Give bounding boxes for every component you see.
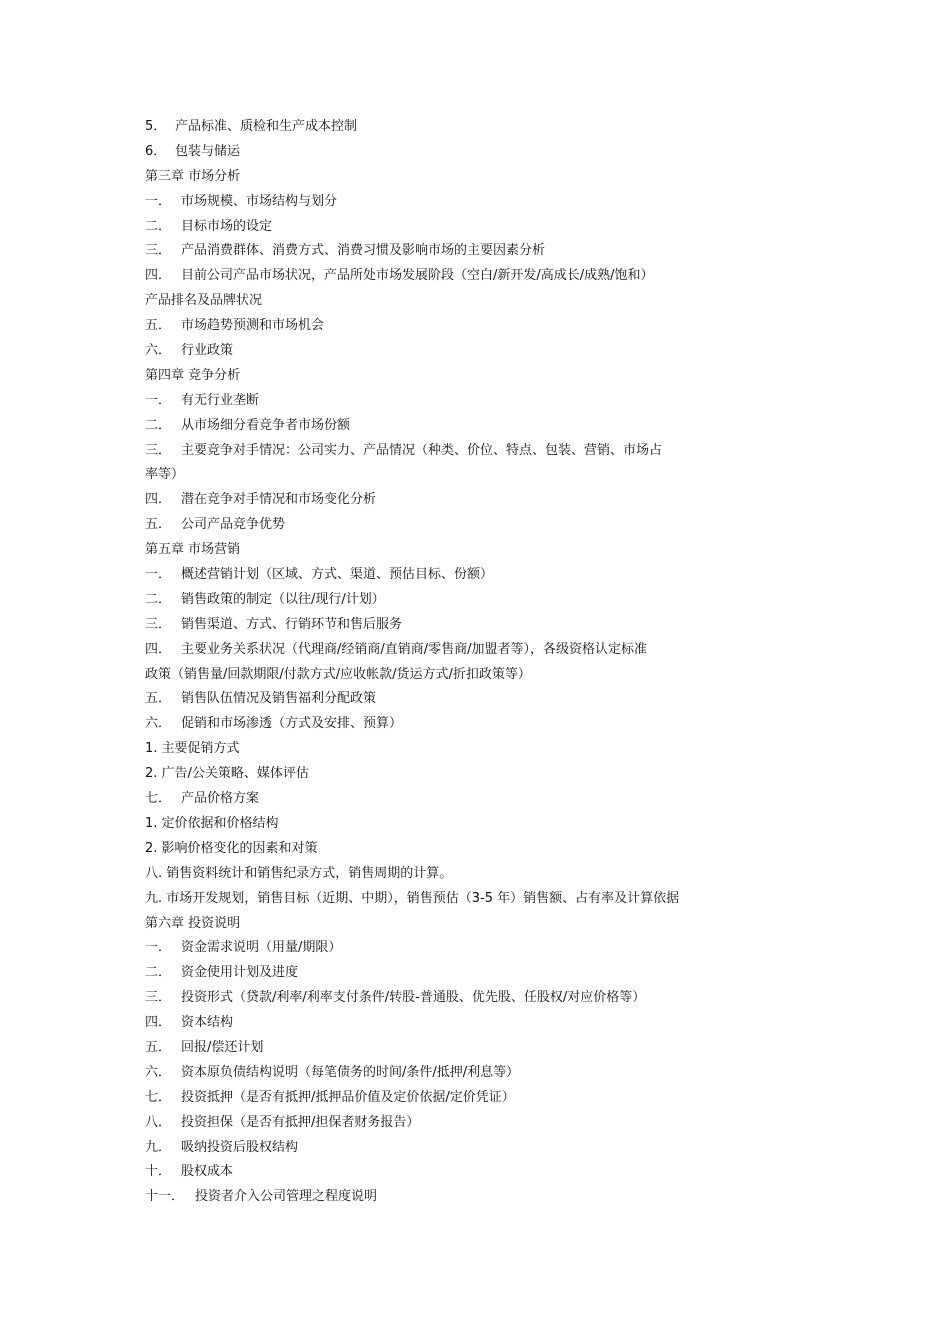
line-number: 三． <box>145 990 172 1006</box>
line-text: 从市场细分看竞争者市场份额 <box>181 417 351 433</box>
document-line <box>145 789 679 814</box>
document-line <box>145 1038 679 1063</box>
line-text: 资金需求说明（用量/期限） <box>181 940 342 956</box>
line-text: 包装与储运 <box>175 143 241 159</box>
line-number: 五． <box>145 1039 172 1055</box>
line-number: 六． <box>145 716 172 732</box>
line-number: 一． <box>145 567 172 583</box>
line-text: 资金使用计划及进度 <box>181 965 299 981</box>
document-line <box>145 391 679 416</box>
line-text: 市场规模、市场结构与划分 <box>181 193 338 209</box>
line-text: 八. 销售资料统计和销售纪录方式，销售周期的计算。 <box>145 865 453 881</box>
line-text: 九. 市场开发规划，销售目标（近期、中期），销售预估（3-5 年）销售额、占有率及计算依据 <box>145 890 680 906</box>
document-line <box>145 689 679 714</box>
line-text: 第三章 市场分析 <box>145 168 241 184</box>
line-text: 市场趋势预测和市场机会 <box>181 318 325 334</box>
document-line <box>145 665 679 690</box>
document-line <box>145 341 679 366</box>
line-text: 投资担保（是否有抵押/担保者财务报告） <box>181 1114 420 1130</box>
line-text: 投资抵押（是否有抵押/抵押品价值及定价依据/定价凭证） <box>181 1089 515 1105</box>
line-text: 主要业务关系状况（代理商/经销商/直销商/零售商/加盟者等），各级资格认定标准 <box>181 641 648 657</box>
line-text: 2. 广告/公关策略、媒体评估 <box>145 766 309 782</box>
line-number: 一． <box>145 392 172 408</box>
document-line <box>145 217 679 242</box>
line-number: 十一． <box>145 1189 185 1205</box>
document-line <box>145 1162 679 1187</box>
document-line <box>145 1063 679 1088</box>
line-text: 目前公司产品市场状况，产品所处市场发展阶段（空白/新开发/高成长/成熟/饱和） <box>181 268 654 284</box>
line-number: 七． <box>145 791 172 807</box>
document-body <box>145 117 679 1212</box>
line-text: 产品排名及品牌状况 <box>145 293 263 309</box>
line-text: 资本原负债结构说明（每笔债务的时间/条件/抵押/利息等） <box>181 1064 520 1080</box>
document-line <box>145 465 679 490</box>
line-text: 政策（销售量/回款期限/付款方式/应收帐款/货运方式/折扣政策等） <box>145 666 531 682</box>
line-number: 三． <box>145 442 172 458</box>
line-text: 公司产品竞争优势 <box>181 517 286 533</box>
document-line <box>145 864 679 889</box>
line-text: 投资者介入公司管理之程度说明 <box>195 1189 378 1205</box>
line-number: 二． <box>145 218 172 234</box>
line-number: 五． <box>145 691 172 707</box>
document-line <box>145 540 679 565</box>
document-line <box>145 1138 679 1163</box>
line-text: 行业政策 <box>181 343 234 359</box>
document-line <box>145 266 679 291</box>
line-number: 二． <box>145 417 172 433</box>
line-text: 股权成本 <box>181 1164 234 1180</box>
document-line <box>145 142 679 167</box>
document-line <box>145 714 679 739</box>
line-text: 第四章 竞争分析 <box>145 367 241 383</box>
line-text: 主要竞争对手情况：公司实力、产品情况（种类、价位、特点、包装、营销、市场占 <box>181 442 663 458</box>
line-number: 四． <box>145 268 172 284</box>
line-number: 五． <box>145 318 172 334</box>
line-text: 销售政策的制定（以往/现行/计划） <box>181 591 385 607</box>
line-text: 产品消费群体、消费方式、消费习惯及影响市场的主要因素分析 <box>181 243 546 259</box>
line-number: 6． <box>145 143 167 159</box>
document-line <box>145 565 679 590</box>
document-line <box>145 590 679 615</box>
line-text: 第五章 市场营销 <box>145 542 241 558</box>
line-text: 1. 主要促销方式 <box>145 741 240 757</box>
document-line <box>145 814 679 839</box>
line-text: 回报/偿还计划 <box>181 1039 264 1055</box>
line-text: 销售渠道、方式、行销环节和售后服务 <box>181 616 403 632</box>
document-line <box>145 441 679 466</box>
document-line <box>145 839 679 864</box>
line-number: 三． <box>145 616 172 632</box>
document-line <box>145 167 679 192</box>
line-text: 有无行业垄断 <box>181 392 260 408</box>
line-number: 二． <box>145 965 172 981</box>
document-line <box>145 366 679 391</box>
document-line <box>145 1088 679 1113</box>
line-number: 六． <box>145 1064 172 1080</box>
line-number: 九． <box>145 1139 172 1155</box>
line-number: 二． <box>145 591 172 607</box>
document-line <box>145 640 679 665</box>
document-line <box>145 739 679 764</box>
document-line <box>145 1187 679 1212</box>
document-line <box>145 988 679 1013</box>
document-line <box>145 889 679 914</box>
document-line <box>145 291 679 316</box>
line-number: 四． <box>145 641 172 657</box>
line-number: 三． <box>145 243 172 259</box>
document-line <box>145 316 679 341</box>
line-text: 销售队伍情况及销售福利分配政策 <box>181 691 377 707</box>
line-text: 率等） <box>145 467 185 483</box>
line-number: 四． <box>145 1015 172 1031</box>
line-number: 五． <box>145 517 172 533</box>
document-line <box>145 515 679 540</box>
line-text: 第六章 投资说明 <box>145 915 241 931</box>
line-text: 投资形式（贷款/利率/利率支付条件/转股-普通股、优先股、任股权/对应价格等） <box>181 990 646 1006</box>
document-line <box>145 490 679 515</box>
document-line <box>145 615 679 640</box>
document-line <box>145 1013 679 1038</box>
line-text: 吸纳投资后股权结构 <box>181 1139 299 1155</box>
document-line <box>145 963 679 988</box>
line-number: 十． <box>145 1164 172 1180</box>
line-text: 1. 定价依据和价格结构 <box>145 815 279 831</box>
line-text: 资本结构 <box>181 1015 234 1031</box>
document-line <box>145 241 679 266</box>
document-line <box>145 1113 679 1138</box>
document-line <box>145 764 679 789</box>
line-number: 六． <box>145 343 172 359</box>
line-number: 5． <box>145 119 167 134</box>
document-line <box>145 938 679 963</box>
line-text: 概述营销计划（区域、方式、渠道、预估目标、份额） <box>181 567 494 583</box>
line-text: 促销和市场渗透（方式及安排、预算） <box>181 716 403 732</box>
line-text: 2. 影响价格变化的因素和对策 <box>145 840 318 856</box>
line-text: 目标市场的设定 <box>181 218 273 234</box>
document-line <box>145 117 679 142</box>
line-number: 一． <box>145 193 172 209</box>
line-text: 产品价格方案 <box>181 791 260 807</box>
document-line <box>145 192 679 217</box>
line-number: 八． <box>145 1114 172 1130</box>
line-number: 七． <box>145 1089 172 1105</box>
line-number: 一． <box>145 940 172 956</box>
document-line <box>145 914 679 939</box>
line-text: 产品标准、质检和生产成本控制 <box>175 119 358 134</box>
line-text: 潜在竞争对手情况和市场变化分析 <box>181 492 377 508</box>
line-number: 四． <box>145 492 172 508</box>
document-line <box>145 416 679 441</box>
